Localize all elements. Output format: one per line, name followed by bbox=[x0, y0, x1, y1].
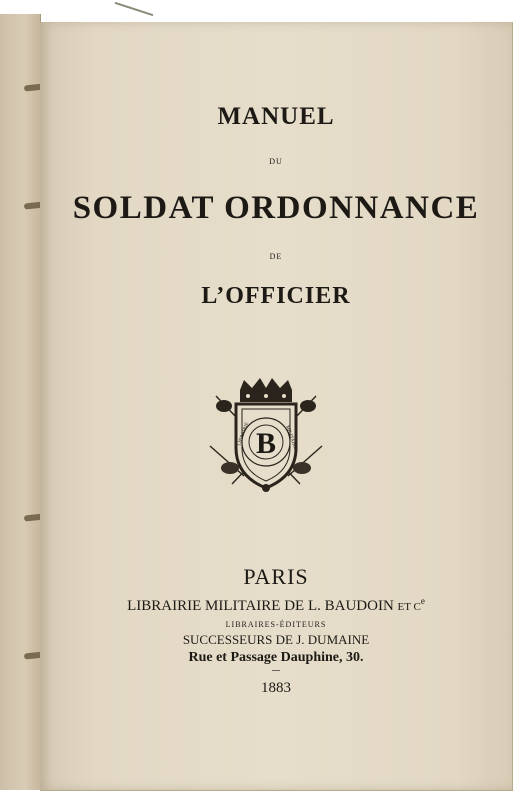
imprint-successor: SUCCESSEURS DE J. DUMAINE bbox=[182, 632, 370, 647]
crown-icon bbox=[240, 378, 292, 402]
emblem-letter: B bbox=[255, 427, 277, 460]
imprint-publisher-name: LIBRAIRIE MILITAIRE DE L. BAUDOIN bbox=[127, 598, 394, 614]
title-line-soldat-ordonnance: SOLDAT ORDONNANCE bbox=[72, 190, 480, 226]
title-conjunction-du: DU bbox=[269, 157, 283, 166]
imprint-publisher-sup: e bbox=[420, 596, 425, 606]
emblem-band-left: LIBRAIRIE bbox=[237, 421, 251, 447]
imprint-rule: — bbox=[271, 666, 281, 676]
imprint-year: 1883 bbox=[261, 680, 291, 696]
left-page-edge bbox=[0, 14, 41, 790]
emblem-band-right: MILITAIRE bbox=[284, 424, 298, 451]
imprint-role: LIBRAIRES-ÉDITEURS bbox=[225, 620, 327, 629]
loose-thread bbox=[115, 2, 154, 16]
imprint-address: Rue et Passage Dauphine, 30. bbox=[188, 650, 364, 665]
imprint-city: PARIS bbox=[243, 564, 309, 589]
publisher-emblem bbox=[204, 376, 328, 496]
title-conjunction-de: DE bbox=[269, 252, 283, 261]
imprint-publisher-suffix: ET C bbox=[397, 601, 421, 613]
title-line-officier: L’OFFICIER bbox=[201, 283, 351, 309]
title-line-manuel: MANUEL bbox=[217, 103, 335, 130]
imprint-publisher bbox=[40, 596, 512, 615]
